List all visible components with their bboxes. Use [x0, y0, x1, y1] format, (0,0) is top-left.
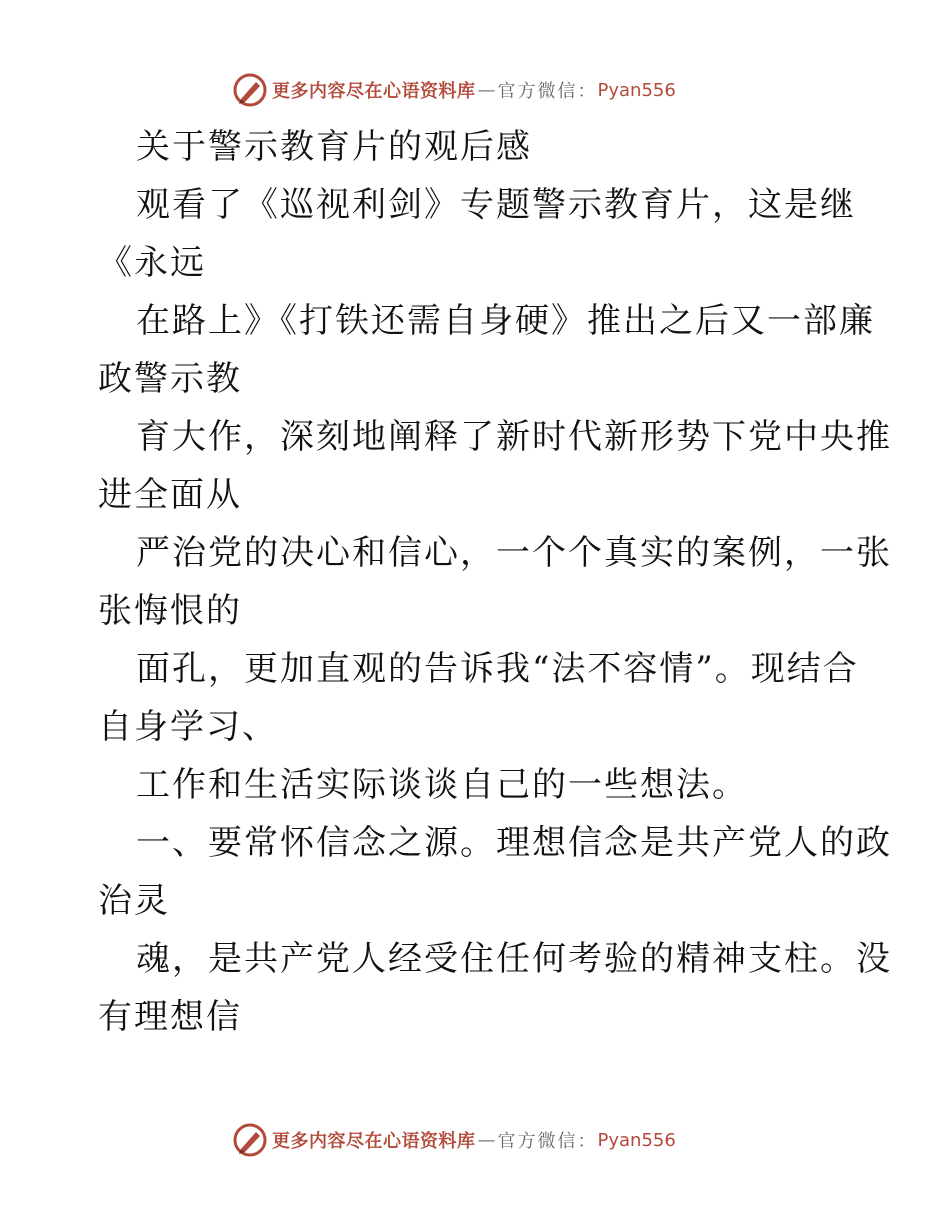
- document-title: 关于警示教育片的观后感: [136, 127, 532, 167]
- text-line: 《永远: [98, 243, 206, 283]
- banner-separator: —: [477, 1129, 496, 1151]
- text-line: 魂，是共产党人经受住任何考验的精神支柱。没: [136, 939, 892, 979]
- text-line: 自身学习、: [98, 707, 278, 747]
- text-line: 工作和生活实际谈谈自己的一些想法。: [136, 765, 748, 805]
- section-heading-line: 一、要常怀信念之源。理想信念是共产党人的政: [136, 823, 892, 863]
- text-line: 严治党的决心和信心，一个个真实的案例，一张: [136, 533, 892, 573]
- pen-logo-icon: [232, 72, 268, 108]
- header-banner: [232, 70, 676, 110]
- footer-banner: [232, 1120, 676, 1160]
- text-line: 面孔，更加直观的告诉我“法不容情”。现结合: [136, 649, 859, 689]
- banner-brand-text: 更多内容尽在心语资料库: [272, 81, 476, 102]
- banner-brand-text: 更多内容尽在心语资料库: [272, 1131, 476, 1152]
- banner-wechat-id: Pyan556: [597, 1129, 676, 1151]
- banner-wechat-label: 官方微信：: [497, 81, 598, 102]
- text-line: 政警示教: [98, 359, 242, 399]
- text-line: 在路上》《打铁还需自身硬》推出之后又一部廉: [136, 301, 875, 341]
- document-body: [98, 118, 892, 1046]
- banner-wechat-label: 官方微信：: [497, 1131, 598, 1152]
- text-line: 育大作，深刻地阐释了新时代新形势下党中央推: [136, 417, 892, 457]
- text-line: 张悔恨的: [98, 591, 242, 631]
- text-line: 治灵: [98, 881, 170, 921]
- pen-logo-icon: [232, 1122, 268, 1158]
- banner-wechat-id: Pyan556: [597, 79, 676, 101]
- text-line: 有理想信: [98, 997, 242, 1037]
- text-line: 观看了《巡视利剑》专题警示教育片，这是继: [136, 185, 856, 225]
- text-line: 进全面从: [98, 475, 242, 515]
- banner-separator: —: [477, 79, 496, 101]
